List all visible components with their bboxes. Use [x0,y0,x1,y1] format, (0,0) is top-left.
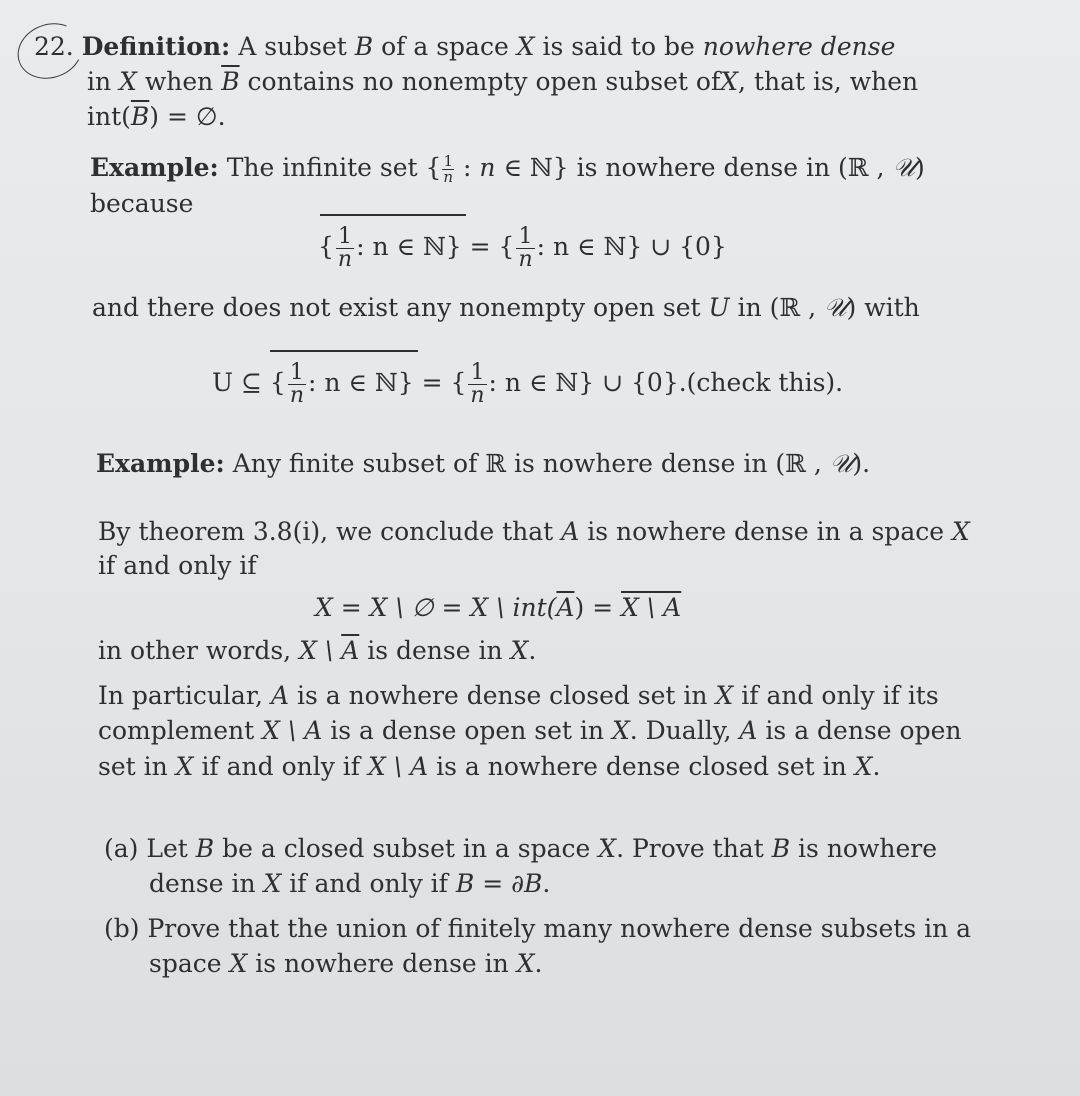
fraction: $\frac{1}{n}$ [443,152,454,186]
fraction: $\frac{1}{n}$ [518,224,533,272]
part-b-line-2: space X is nowhere dense in X. [149,949,543,978]
example-1-line-1: Example: The infinite set { $\frac{1}{n}$ : n ∈ ℕ} is nowhere dense in (ℝ , 𝒰) [90,152,925,186]
example-1-because: because [90,189,194,218]
particular-line-1: In particular, A is a nowhere dense closed set in X if and only if its [98,681,939,710]
particular-line-2: complement X \ A is a dense open set in X. Dually, A is a dense open [98,716,962,745]
inclusion-equation: U ⊆ { $\frac{1}{n}$ : n ∈ ℕ} = { $\frac{1}{n}$ : n ∈ ℕ} ∪ {0}.(check this). [212,360,844,408]
particular-line-3: set in X if and only if X \ A is a nowhere dense closed set in X. [98,752,881,781]
part-a-line-2: dense in X if and only if B = ∂B. [149,869,551,898]
part-a-line-1: (a) Let B be a closed subset in a space X. Prove that B is nowhere [104,834,938,863]
definition-line-2: in X when $\overline{B}$ contains no nonempty open subset ofX, that is, when [87,67,919,96]
closure-bar [320,214,466,216]
fraction: $\frac{1}{n}$ [337,224,353,272]
defined-term: nowhere dense [702,32,896,61]
problem-number: 22. [34,32,74,61]
theorem-line-1: By theorem 3.8(i), we conclude that A is nowhere dense in a space X [98,517,970,546]
example-2: Example: Any finite subset of ℝ is nowhere dense in (ℝ , 𝒰). [96,449,871,478]
part-a-label: (a) [104,834,139,863]
part-b-label: (b) [104,914,140,943]
example-label: Example: [90,153,219,182]
definition-line-1: 22. Definition: A subset B of a space X is said to be nowhere dense [34,32,896,61]
part-b-line-1: (b) Prove that the union of finitely many nowhere dense subsets in a [104,914,972,943]
example-label: Example: [96,449,225,478]
theorem-line-2: if and only if [98,551,257,580]
fraction: $\frac{1}{n}$ [289,360,304,408]
closure-bar [270,350,418,352]
example-1-and-line: and there does not exist any nonempty open set U in (ℝ , 𝒰) with [92,293,920,322]
theorem-equation: X = X \ ∅ = X \ $int(\overline{A}) = X$ \ A [315,593,682,622]
fraction: $\frac{1}{n}$ [470,360,485,408]
definition-line-3: $int(\overline{B})$ = ∅. [87,102,226,131]
definition-label: Definition: [81,32,231,61]
closure-equation: { $\frac{1}{n}$ : n ∈ ℕ} = { $\frac{1}{n}$ : n ∈ ℕ} ∪ {0} [318,224,727,272]
in-other-words-line: in other words, X \ $\overline{A}$ is dense in X. [98,636,537,665]
